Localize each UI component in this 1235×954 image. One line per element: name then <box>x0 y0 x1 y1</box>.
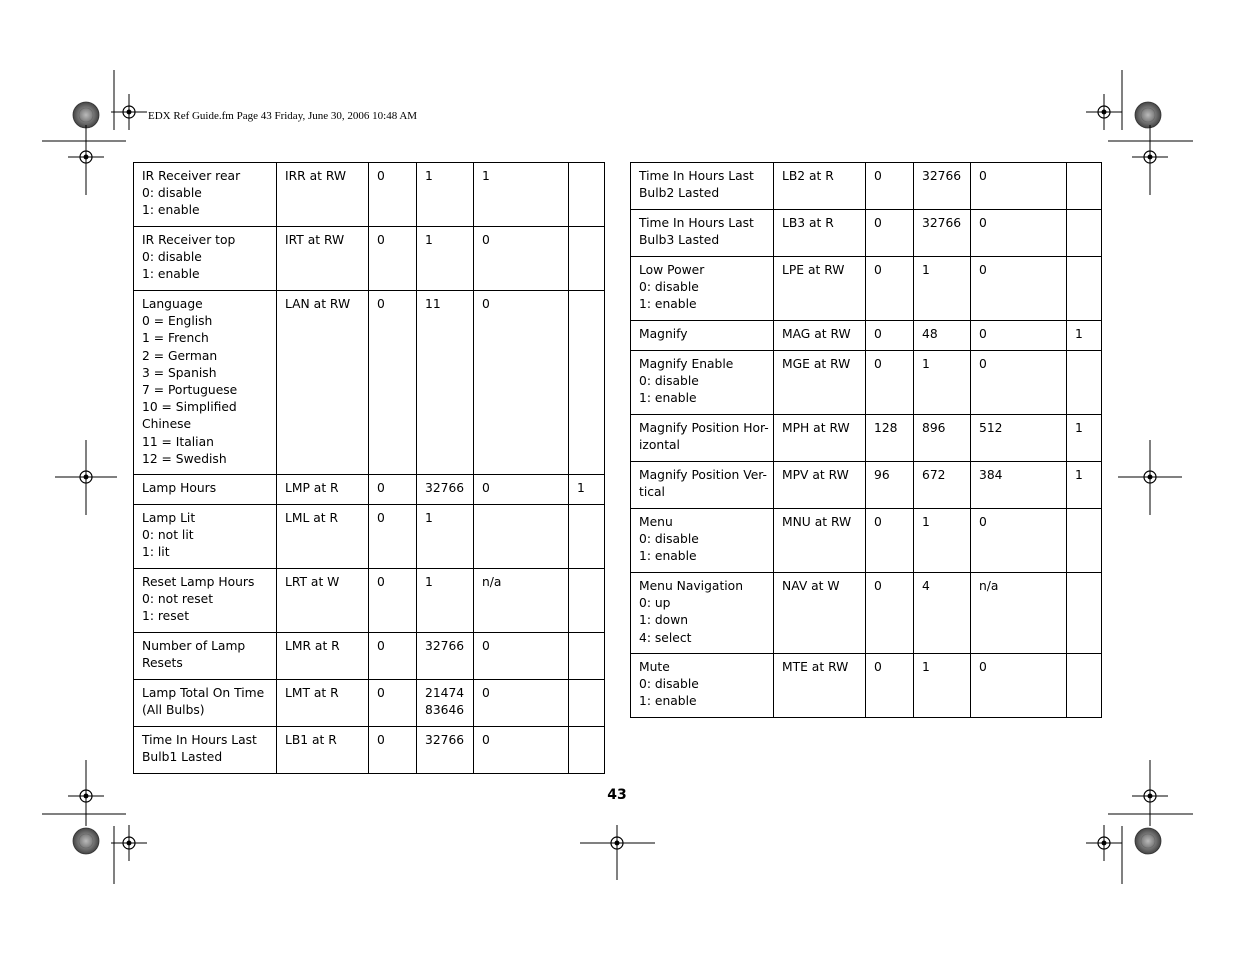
min-cell: 96 <box>866 462 914 509</box>
default-cell: 1 <box>474 163 569 227</box>
description-line: Number of Lamp <box>142 639 246 653</box>
description-line: Language <box>142 297 203 311</box>
default-cell: 0 <box>971 351 1067 415</box>
default-cell: 0 <box>971 163 1067 210</box>
description-line: Menu Navigation <box>639 579 743 593</box>
description-line: 2 = German <box>142 348 218 363</box>
description-line: 1: enable <box>639 694 697 709</box>
description-line: 0: disable <box>142 186 202 201</box>
min-cell: 0 <box>866 321 914 351</box>
max-cell: 32766 <box>417 475 474 505</box>
description-line: 1: lit <box>142 545 170 560</box>
command-cell: MPV at RW <box>774 462 866 509</box>
max-cell: 32766 <box>914 163 971 210</box>
description-line: 1: down <box>639 613 689 628</box>
description-line: 0: up <box>639 596 671 611</box>
registration-mark-icon <box>1135 102 1161 128</box>
max-cell: 1 <box>914 351 971 415</box>
max-cell: 11 <box>417 291 474 475</box>
description-line: 1: enable <box>142 203 200 218</box>
description-line: 3 = Spanish <box>142 365 217 380</box>
step-cell: 1 <box>569 475 605 505</box>
page-number: 43 <box>607 787 627 803</box>
min-cell: 0 <box>866 573 914 654</box>
description-line: Chinese <box>142 417 192 432</box>
description-line: Lamp Hours <box>142 481 217 495</box>
max-cell: 1 <box>417 227 474 291</box>
command-cell: NAV at W <box>774 573 866 654</box>
description-line: 1: enable <box>639 391 697 406</box>
command-cell: LML at R <box>277 505 369 569</box>
description-line: Magnify Position Hor- <box>639 421 769 435</box>
max-cell: 32766 <box>417 727 474 774</box>
max-cell: 1 <box>914 509 971 573</box>
command-cell: MAG at RW <box>774 321 866 351</box>
min-cell: 0 <box>369 163 417 227</box>
registration-mark-icon <box>111 94 147 130</box>
min-cell: 0 <box>866 163 914 210</box>
step-cell: 1 <box>1067 415 1102 462</box>
description-line: 1 = French <box>142 331 209 346</box>
default-cell: 0 <box>971 321 1067 351</box>
description-line: Magnify <box>639 327 688 341</box>
description-line: tical <box>639 485 665 500</box>
max-cell: 1 <box>417 163 474 227</box>
step-cell: 1 <box>1067 462 1102 509</box>
description-line: Magnify Position Ver- <box>639 468 767 482</box>
max-cell: 1 <box>914 654 971 718</box>
command-cell: LPE at RW <box>774 257 866 321</box>
min-cell: 0 <box>369 505 417 569</box>
max-cell: 1 <box>417 569 474 633</box>
min-cell: 0 <box>369 291 417 475</box>
description-line: 12 = Swedish <box>142 451 227 466</box>
default-cell: 384 <box>971 462 1067 509</box>
command-cell: IRT at RW <box>277 227 369 291</box>
min-cell: 0 <box>369 227 417 291</box>
file-info-header: EDX Ref Guide.fm Page 43 Friday, June 30, 2006 10:48 AM <box>148 110 418 122</box>
min-cell: 0 <box>866 654 914 718</box>
registration-mark-icon <box>73 828 99 854</box>
command-cell: MPH at RW <box>774 415 866 462</box>
max-cell: 21474 83646 <box>417 680 474 727</box>
command-cell: MGE at RW <box>774 351 866 415</box>
default-cell: 0 <box>474 680 569 727</box>
description-line: 10 = Simplified <box>142 400 237 415</box>
command-cell: LMT at R <box>277 680 369 727</box>
default-cell: 0 <box>474 291 569 475</box>
command-cell: LAN at RW <box>277 291 369 475</box>
max-cell: 32766 <box>914 210 971 257</box>
description-line: 1: enable <box>639 549 697 564</box>
registration-mark-icon <box>1135 828 1161 854</box>
description-line: 0: not reset <box>142 592 214 607</box>
description-line: 1: enable <box>639 297 697 312</box>
registration-mark-icon <box>73 102 99 128</box>
description-line: 0: disable <box>639 532 699 547</box>
max-cell: 672 <box>914 462 971 509</box>
default-cell: 0 <box>971 509 1067 573</box>
command-cell: LRT at W <box>277 569 369 633</box>
command-cell: LB1 at R <box>277 727 369 774</box>
max-cell: 1 <box>417 505 474 569</box>
description-line: 11 = Italian <box>142 434 214 449</box>
default-cell: 0 <box>971 257 1067 321</box>
description-line: Time In Hours Last <box>639 169 754 183</box>
description-line: Mute <box>639 660 670 674</box>
default-cell: 0 <box>474 475 569 505</box>
max-cell: 896 <box>914 415 971 462</box>
default-cell: 0 <box>474 227 569 291</box>
command-cell: IRR at RW <box>277 163 369 227</box>
default-cell: 0 <box>971 210 1067 257</box>
description-line: Lamp Total On Time <box>142 686 265 700</box>
max-cell: 1 <box>914 257 971 321</box>
min-cell: 0 <box>866 351 914 415</box>
min-cell: 0 <box>369 475 417 505</box>
default-cell: 0 <box>474 633 569 680</box>
min-cell: 0 <box>866 257 914 321</box>
command-cell: LMR at R <box>277 633 369 680</box>
command-cell: LB2 at R <box>774 163 866 210</box>
description-line: (All Bulbs) <box>142 703 205 718</box>
default-cell: 0 <box>474 727 569 774</box>
description-line: IR Receiver top <box>142 233 236 247</box>
description-line: 1: enable <box>142 267 200 282</box>
description-line: Resets <box>142 656 183 671</box>
min-cell: 0 <box>369 633 417 680</box>
registration-mark-icon <box>1086 94 1122 130</box>
description-line: Time In Hours Last <box>142 733 257 747</box>
min-cell: 0 <box>369 569 417 633</box>
description-line: Menu <box>639 515 673 529</box>
default-cell: 0 <box>971 654 1067 718</box>
description-line: Time In Hours Last <box>639 216 754 230</box>
description-line: 4: select <box>639 630 692 645</box>
command-cell: LMP at R <box>277 475 369 505</box>
command-cell: MTE at RW <box>774 654 866 718</box>
description-line: 0 = English <box>142 314 213 329</box>
description-line: Reset Lamp Hours <box>142 575 255 589</box>
description-line: Lamp Lit <box>142 511 196 525</box>
command-cell: LB3 at R <box>774 210 866 257</box>
description-line: Magnify Enable <box>639 357 734 371</box>
max-cell: 32766 <box>417 633 474 680</box>
min-cell: 0 <box>866 509 914 573</box>
description-line: Bulb1 Lasted <box>142 750 223 765</box>
default-cell: n/a <box>971 573 1067 654</box>
default-cell: 512 <box>971 415 1067 462</box>
default-cell: n/a <box>474 569 569 633</box>
min-cell: 0 <box>866 210 914 257</box>
step-cell: 1 <box>1067 321 1102 351</box>
description-line: 0: disable <box>639 374 699 389</box>
description-line: IR Receiver rear <box>142 169 241 183</box>
max-cell: 4 <box>914 573 971 654</box>
description-line: 0: disable <box>639 677 699 692</box>
registration-mark-icon <box>111 825 147 861</box>
registration-mark-icon <box>1086 825 1122 861</box>
min-cell: 0 <box>369 680 417 727</box>
command-cell: MNU at RW <box>774 509 866 573</box>
description-line: 0: disable <box>142 250 202 265</box>
description-line: izontal <box>639 438 680 453</box>
description-line: 7 = Portuguese <box>142 383 238 398</box>
description-line: Bulb3 Lasted <box>639 233 720 248</box>
max-cell: 48 <box>914 321 971 351</box>
min-cell: 128 <box>866 415 914 462</box>
description-line: 0: disable <box>639 280 699 295</box>
description-line: Bulb2 Lasted <box>639 186 720 201</box>
description-line: Low Power <box>639 263 705 277</box>
min-cell: 0 <box>369 727 417 774</box>
description-line: 1: reset <box>142 609 190 624</box>
description-line: 0: not lit <box>142 528 194 543</box>
